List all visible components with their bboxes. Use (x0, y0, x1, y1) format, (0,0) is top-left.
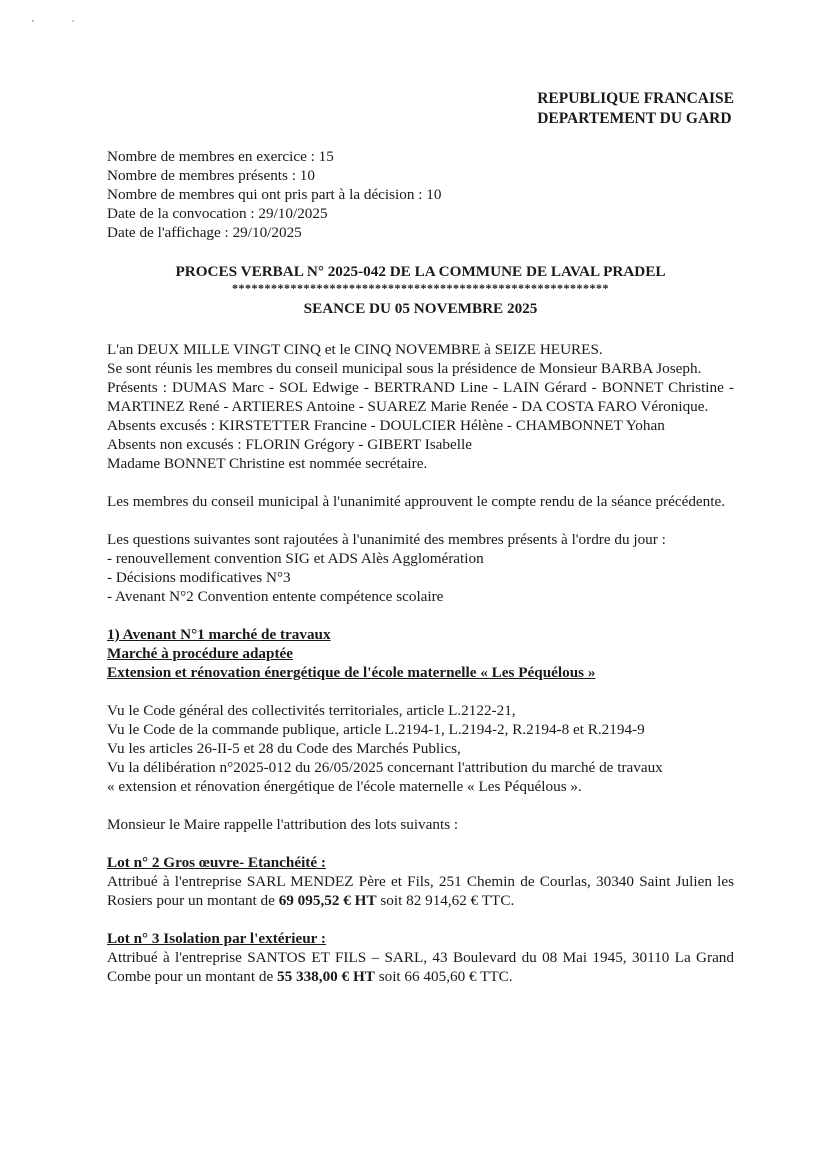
document-title: PROCES VERBAL N° 2025-042 DE LA COMMUNE DE LAVAL PRADEL (175, 263, 666, 280)
lot3-amount-ht: 55 338,00 € HT (277, 968, 375, 985)
section-title: 1) Avenant N°1 marché de travaux (107, 626, 331, 643)
vu-line: Vu les articles 26-II-5 et 28 du Code des Marchés Publics, (107, 740, 461, 757)
stat-convocation: Date de la convocation : 29/10/2025 (107, 205, 328, 222)
lot3-text-a: Attribué à l'entreprise SANTOS ET FILS – SARL, 43 Boulevard du 08 Mai 1945, 30110 La Grand Combe pour un montant de (107, 949, 734, 985)
vu-line: Vu le Code de la commande publique, article L.2194-1, L.2194-2, R.2194-8 et R.2194-9 (107, 721, 645, 738)
vu-line: Vu le Code général des collectivités territoriales, article L.2122-21, (107, 702, 516, 719)
stat-en-exercice: Nombre de membres en exercice : 15 (107, 148, 334, 165)
question-item: - Décisions modificatives N°3 (107, 569, 291, 586)
approval-paragraph: Les membres du conseil municipal à l'unanimité approuvent le compte rendu de la séance précédente. (107, 493, 726, 510)
lot3-text (107, 948, 734, 986)
lot2-text-a: Attribué à l'entreprise SARL MENDEZ Père et Fils, 251 Chemin de Courlas, 30340 Saint Julien les Rosiers pour un montant de (107, 873, 734, 909)
presents-list: Présents : DUMAS Marc - SOL Edwige - BERTRAND Line - LAIN Gérard - BONNET Christine - MARTINEZ René - ARTIERES Antoine - SUAREZ Marie Renée - DA COSTA FARO Véronique. (107, 379, 734, 415)
stat-presents: Nombre de membres présents : 10 (107, 167, 315, 184)
lot2-text (107, 872, 734, 910)
scan-speck (72, 20, 74, 22)
rappel-lots: Monsieur le Maire rappelle l'attribution des lots suivants : (107, 816, 459, 833)
scan-speck (32, 20, 34, 22)
header-republique: REPUBLIQUE FRANCAISE (537, 90, 734, 107)
vu-line: « extension et rénovation énergétique de l'école maternelle « Les Péquélous ». (107, 778, 582, 795)
lot3-title: Lot n° 3 Isolation par l'extérieur : (107, 930, 326, 947)
absents-excuses: Absents excusés : KIRSTETTER Francine - DOULCIER Hélène - CHAMBONNET Yohan (107, 417, 665, 434)
section-subtitle: Marché à procédure adaptée (107, 645, 294, 662)
lot3-text-b: soit 66 405,60 € TTC. (374, 968, 513, 985)
lot2-title: Lot n° 2 Gros œuvre- Etanchéité : (107, 854, 326, 871)
stat-votants: Nombre de membres qui ont pris part à la décision : 10 (107, 186, 442, 203)
member-stats (107, 147, 441, 242)
lot2-text-b: soit 82 914,62 € TTC. (376, 892, 515, 909)
title-block (107, 262, 734, 318)
secretaire: Madame BONNET Christine est nommée secrétaire. (107, 455, 428, 472)
seance-date: SEANCE DU 05 NOVEMBRE 2025 (303, 300, 538, 317)
absents-non-excuses: Absents non excusés : FLORIN Grégory - GIBERT Isabelle (107, 436, 472, 453)
vu-line: Vu la délibération n°2025-012 du 26/05/2025 concernant l'attribution du marché de travaux (107, 759, 663, 776)
question-item: - Avenant N°2 Convention entente compétence scolaire (107, 588, 444, 605)
questions-intro: Les questions suivantes sont rajoutées à l'unanimité des membres présents à l'ordre du jour : (107, 531, 666, 548)
document-header (537, 89, 734, 129)
intro-presidence: Se sont réunis les membres du conseil municipal sous la présidence de Monsieur BARBA Joseph. (107, 360, 702, 377)
lot2-amount-ht: 69 095,52 € HT (278, 892, 377, 909)
header-departement: DEPARTEMENT DU GARD (537, 110, 732, 127)
stat-affichage: Date de l'affichage : 29/10/2025 (107, 224, 302, 241)
question-item: - renouvellement convention SIG et ADS Alès Agglomération (107, 550, 484, 567)
intro-date: L'an DEUX MILLE VINGT CINQ et le CINQ NOVEMBRE à SEIZE HEURES. (107, 341, 603, 358)
document-body (107, 340, 734, 986)
section-subject: Extension et rénovation énergétique de l'école maternelle « Les Péquélous » (107, 664, 596, 681)
star-separator: ********************************************************** (232, 281, 609, 295)
